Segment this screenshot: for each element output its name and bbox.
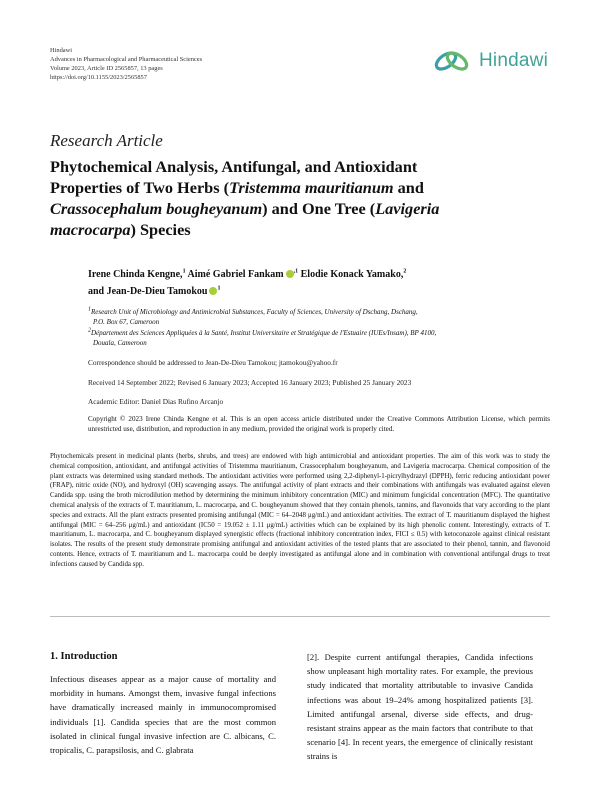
logo-wordmark: Hindawi [479, 50, 548, 71]
author-name[interactable]: Elodie Konack Yamako, [300, 269, 404, 280]
copyright-notice: Copyright © 2023 Irene Chinda Kengne et al. This is an open access article distributed under the Creative Commons Attribution License, which permits unrestricted use, distribution, and reproduction in any medium, provided the original work is properly cited. [88, 415, 550, 433]
author-list: Irene Chinda Kengne,$^1$ Aimé Gabriel Fankam $^{,1}$ Elodie Konack Yamako,$^2$ and Jean-De-Dieu Tamokou $^1$ [88, 268, 407, 297]
section-divider [50, 616, 550, 617]
intro-right-column: [2]. Despite current antifungal therapies, Candida infections show unpleasant high mortality rates. For example, the previous study indicated that mortality attributable to invasive Candida infections was about 19–24% among hospitalized patients [3]. Limited antifungal arsenal, diverse side effects, and drug-resistant strains appear as the main factors that contribute to that scenario [4]. In recent years, the emergence of clinically resistant strains is [307, 652, 533, 762]
article-type: Research Article [50, 131, 163, 150]
intro-left-column: Infectious diseases appear as a major cause of mortality and morbidity in humans. Amongst them, invasive fungal infections have dramatically increased mainly in immunocompromised individuals [1]. Candida species that are the most common isolated in clinical fungal invasive infection are C. albicans, C. tropicalis, C. parapsilosis, and C. glabrata [50, 674, 276, 756]
author-name[interactable]: and Jean-De-Dieu Tamokou [88, 286, 208, 297]
journal-name: Advances in Pharmacological and Pharmaceutical Sciences [50, 55, 203, 63]
article-title: Phytochemical Analysis, Antifungal, and Antioxidant Properties of Two Herbs (Tristemma mauritianum and Crassocephalum bougheyanum) and One Tree (Lavigeria macrocarpa) Species [50, 157, 440, 239]
article-dates: Received 14 September 2022; Revised 6 January 2023; Accepted 16 January 2023; Published 25 January 2023 [88, 378, 412, 387]
abstract: Phytochemicals present in medicinal plants (herbs, shrubs, and trees) are endowed with high antimicrobial and antioxidant properties. The aim of this work was to study the chemical composition, antioxidant, and antifungal activities of Tristemma mauritianum, Crassocephalum bougheyanum, and Lavigeria macrocarpa. Chemical composition of the plant extracts was determined using standard methods. The antioxidant activities were performed using 2,2-diphenyl-1-picrylhydrazyl (DPPH), ferric reducing antioxidant power (FRAP), nitric oxide (NO), and hydroxyl (OH) scavenging assays. The antifungal activity of plant extracts and their combinations with antifungals was evaluated against eleven Candida spp. using the broth microdilution method by determining the minimum inhibitory concentration (MIC) and minimum fungicidal concentration (MFC). The quantitative chemical analysis of the extracts of T. mauritianum, L. macrocarpa, and C. bougheyanum showed that they contain phenols, tannins, and flavonoids that vary according to the plant species and extracts. All the plant extracts presented promising antifungal (MIC = 64–2048 μg/mL) and antioxidant activities. The extract of T. mauritianum displayed the highest antifungal (MIC = 64–256 μg/mL) and antioxidant (IC50 = 19.052 ± 1.11 μg/mL) activities which can be explained by its high phenolic content. Interestingly, extracts of T. mauritianum, L. macrocarpa, and C. bougheyanum displayed synergistic effects (fractional inhibitory concentration index, FICI ≤ 0.5) with ketoconazole against clinical resistant isolates. The results of the present study demonstrate promising antifungal and antioxidant activities of the tested plants that are associated to their phenol, tannin, and flavonoid contents. Hence, extracts of T. mauritianum and L. macrocarpa could be deeply investigated as antifungal alone and in combination with conventional antifungal drugs to treat infections caused by Candida spp. [50, 453, 550, 568]
journal-meta [50, 47, 202, 83]
publisher-name: Hindawi [50, 47, 73, 54]
academic-editor: Academic Editor: Daniel Dias Rufino Arcanjo [88, 397, 224, 406]
author-name[interactable]: Aimé Gabriel Fankam [187, 269, 284, 280]
correspondence: Correspondence should be addressed to Jean-De-Dieu Tamokou; jtamokou@yahoo.fr [88, 358, 338, 367]
journal-doi[interactable]: https://doi.org/10.1155/2023/2565857 [50, 73, 147, 81]
affiliation-2: $^2$Département des Sciences Appliquées à la Santé, Institut Universitaire et Stratégique de l'Estuaire (IUEs/Insam), BP 4100, Douala, Cameroon [88, 327, 437, 347]
affiliation-1: $^1$Research Unit of Microbiology and Antimicrobial Substances, Faculty of Sciences, University of Dschang, Dschang, P.O. Box 67, Cameroon [88, 306, 418, 326]
journal-volume: Volume 2023, Article ID 2565857, 13 pages [50, 64, 163, 72]
author-name[interactable]: Irene Chinda Kengne, [88, 269, 183, 280]
section-heading: 1. Introduction [50, 651, 118, 662]
orcid-icon[interactable] [286, 270, 294, 278]
